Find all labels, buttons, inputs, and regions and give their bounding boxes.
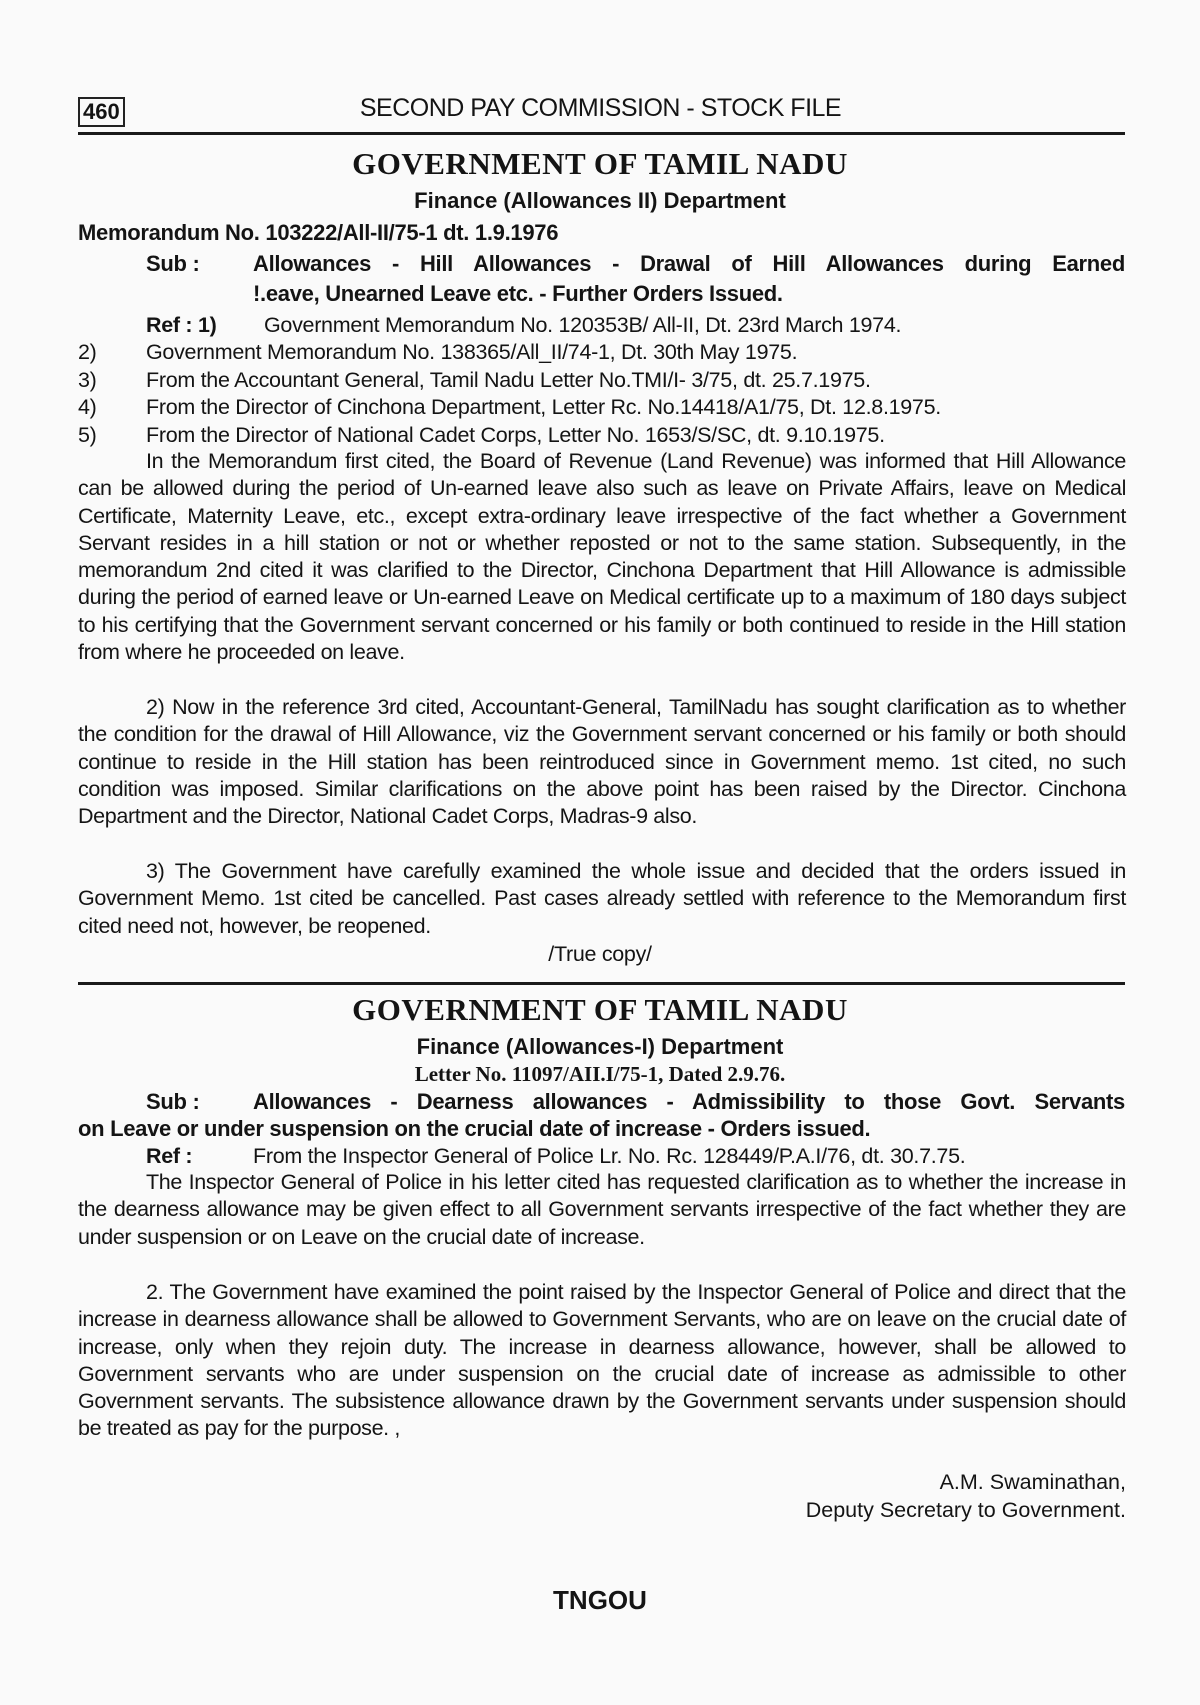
section1-department: Finance (Allowances II) Department (414, 188, 786, 213)
page-number: 460 (78, 97, 125, 127)
section1-ref-3: From the Accountant General, Tamil Nadu Letter No.TMI/I- 3/75, dt. 25.7.1975. (146, 368, 871, 392)
section2-subject-line1: Allowances - Dearness allowances - Admissibility to those Govt. Servants (253, 1089, 1125, 1114)
section1-ref-2: Government Memorandum No. 138365/All_II/74-1, Dt. 30th May 1975. (146, 340, 798, 364)
signatory-title: Deputy Secretary to Government. (805, 1498, 1126, 1522)
section2-ref-text: From the Inspector General of Police Lr. No. Rc. 128449/P.A.I/76, dt. 30.7.75. (253, 1144, 966, 1168)
section1-paragraph-1: In the Memorandum first cited, the Board of Revenue (Land Revenue) was informed that Hill Allowance can be allowed during the period of Un-earned leave also such as leave on Private Affairs, leave on Medical Certificate, Maternity Leave, etc., except extra-ordinary leave irrespective of the fact whether a Government Servant resides in a hill station or not or whether reposted or not to the same station. Subsequently, in the memorandum 2nd cited it was clarified to the Director, Cinchona Department that Hill Allowance is admissible during the period of earned leave or Un-earned Leave on Medical certificate up to a maximum of 180 days subject to his certifying that the Government servant concerned or his family or both continued to reside in the Hill station from where he proceeded on leave. (78, 449, 1126, 665)
section1-ref-4-num: 4) (78, 395, 97, 419)
page-header (78, 92, 1123, 132)
section1-ref-1: Government Memorandum No. 120353B/ All-II, Dt. 23rd March 1974. (264, 313, 902, 337)
section1-ref-4: From the Director of Cinchona Department, Letter Rc. No.14418/A1/75, Dt. 12.8.1975. (146, 395, 941, 419)
section1-memo-number: Memorandum No. 103222/All-II/75-1 dt. 1.9.1976 (78, 220, 559, 245)
section1-subject-line1: Allowances - Hill Allowances - Drawal of Hill Allowances during Earned (253, 251, 1125, 276)
signatory-name: A.M. Swaminathan, (939, 1470, 1126, 1494)
section1-subject-line2: !.eave, Unearned Leave etc. - Further Orders Issued. (253, 281, 783, 306)
section1-ref-2-num: 2) (78, 340, 97, 364)
true-copy-note: /True copy/ (548, 942, 652, 966)
section1-government-heading: GOVERNMENT OF TAMIL NADU (352, 146, 848, 181)
section1-paragraph-2: 2) Now in the reference 3rd cited, Accountant-General, TamilNadu has sought clarification as to whether the condition for the drawal of Hill Allowance, viz the Government servant concerned or his family or both should continue to reside in the Hill station has been reintroduced since in Government memo. 1st cited, no such condition was imposed. Similar clarifications on the above point has been raised by the Director. Cinchona Department and the Director, National Cadet Corps, Madras-9 also. (78, 695, 1126, 829)
section2-department: Finance (Allowances-I) Department (416, 1034, 784, 1059)
section2-sub-label: Sub : (146, 1089, 200, 1114)
section1-paragraph-3: 3) The Government have carefully examined the whole issue and decided that the orders issued in Government Memo. 1st cited be cancelled. Past cases already settled with reference to the Memorandum first cited need not, however, be reopened. (78, 859, 1126, 938)
section2-paragraph-2: 2. The Government have examined the point raised by the Inspector General of Police and direct that the increase in dearness allowance shall be allowed to Government Servants, who are on leave on the crucial date of increase, only when they rejoin duty. The increase in dearness allowance, however, shall be allowed to Government servants who are under suspension on the crucial date of increase as admissible to other Government servants. The subsistence allowance drawn by the Government servants under suspension should be treated as pay for the purpose. , (78, 1280, 1126, 1441)
section1-sub-label: Sub : (146, 251, 200, 276)
ref-label-text: Ref : 1) (146, 313, 217, 337)
footer-label: TNGOU (553, 1585, 647, 1615)
running-title: SECOND PAY COMMISSION - STOCK FILE (359, 94, 842, 122)
section1-ref-5-num: 5) (78, 423, 97, 447)
section2-ref-label: Ref : (146, 1144, 193, 1168)
section1-ref-label (146, 311, 216, 339)
section2-government-heading: GOVERNMENT OF TAMIL NADU (352, 992, 848, 1027)
section2-subject-line2: on Leave or under suspension on the crucial date of increase - Orders issued. (78, 1116, 871, 1141)
section2-letter-number: Letter No. 11097/AII.I/75-1, Dated 2.9.76. (414, 1062, 786, 1086)
section2-paragraph-1: The Inspector General of Police in his letter cited has requested clarification as to whether the increase in the dearness allowance may be given effect to all Government servants irrespective of the fact whether they are under suspension or on Leave on the crucial date of increase. (78, 1170, 1126, 1249)
header-rule (78, 132, 1125, 135)
section-divider-rule (78, 982, 1125, 985)
section1-ref-5: From the Director of National Cadet Corps, Letter No. 1653/S/SC, dt. 9.10.1975. (146, 423, 885, 447)
section1-ref-3-num: 3) (78, 368, 97, 392)
